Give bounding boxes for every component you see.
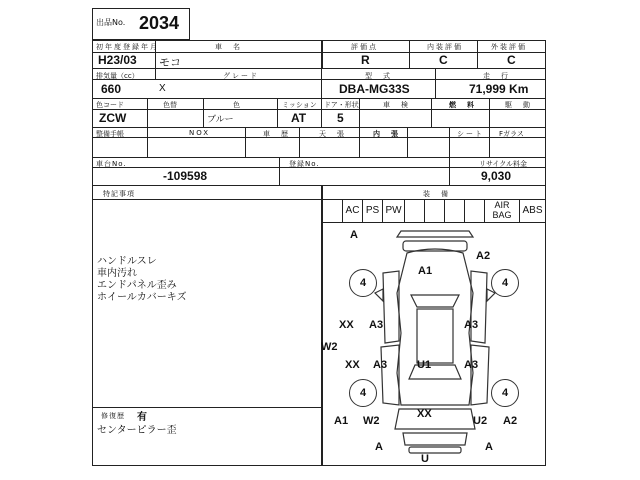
repair-note: センターピラー歪 xyxy=(97,425,177,436)
equipment-grid xyxy=(323,199,545,223)
mark-left-a3-rear: A3 xyxy=(373,359,388,371)
note-item: エンドパネル歪み xyxy=(97,280,177,291)
mark-bumper-u: U xyxy=(421,453,429,465)
mark-bumper-a-left: A xyxy=(375,441,383,453)
reg-year-value: H23/03 xyxy=(98,53,137,67)
tire-rear-left: 4 xyxy=(349,379,377,407)
score-header: 評価点 xyxy=(351,43,378,51)
mark-rear-w2: W2 xyxy=(363,415,380,427)
chassis-value: -109598 xyxy=(163,169,208,183)
mileage-header: 走 行 xyxy=(483,72,510,80)
recycle-header: リサイクル料金 xyxy=(479,160,528,168)
equipment-ac: AC xyxy=(345,205,360,216)
inspection-header: 車 検 xyxy=(383,101,410,109)
mark-left-a3-front: A3 xyxy=(369,319,384,331)
mark-front-right: A2 xyxy=(476,250,491,262)
interior-header: 内装評価 xyxy=(427,43,463,51)
tire-front-left: 4 xyxy=(349,269,377,297)
color-code-value: ZCW xyxy=(99,111,127,125)
mark-front-a: A xyxy=(350,229,358,241)
model-header: 型 式 xyxy=(365,72,392,80)
sunroof-header: 天 張 xyxy=(319,130,346,138)
car-name-header: 車 名 xyxy=(215,43,242,51)
mark-bumper-a-right: A xyxy=(485,441,493,453)
mark-rear-xx: XX xyxy=(417,408,432,420)
lot-number: 2034 xyxy=(139,13,180,33)
doors-value: 5 xyxy=(337,111,344,125)
model-value: DBA-MG33S xyxy=(339,82,410,96)
equipment-airbag: AIR BAG xyxy=(492,200,512,220)
color-code-header: 色コード xyxy=(96,101,124,109)
car-outline xyxy=(323,223,545,465)
interior-wrap-header: 内 張 xyxy=(373,130,400,138)
mark-left-w2: W2 xyxy=(321,341,338,353)
notes-list xyxy=(97,256,187,304)
repair-header: 修復歴 xyxy=(101,412,125,420)
exterior-value: C xyxy=(507,53,516,67)
equipment-ps: PS xyxy=(365,205,380,216)
mark-rear-a1: A1 xyxy=(334,415,349,427)
tire-front-right: 4 xyxy=(491,269,519,297)
mark-left-rear-door: XX xyxy=(345,359,360,371)
tire-rear-right: 4 xyxy=(491,379,519,407)
equipment-header: 装 備 xyxy=(423,190,450,198)
mark-roof: U1 xyxy=(417,359,432,371)
manual-header: 整備手帳 xyxy=(96,130,124,138)
notes-header: 特記事項 xyxy=(103,190,135,198)
equipment-abs: ABS xyxy=(522,205,543,216)
mark-left-front-door: XX xyxy=(339,319,354,331)
color-header: 色 xyxy=(233,101,242,109)
color-value: ブルー xyxy=(207,115,234,125)
displacement-header: 排気量（cc） xyxy=(96,72,139,80)
repair-value: 有 xyxy=(137,412,147,423)
grade-value: X xyxy=(159,83,166,94)
chassis-header: 車台No. xyxy=(96,160,127,168)
fuel-header: 燃 料 xyxy=(449,101,476,109)
color-type-header: 色替 xyxy=(163,101,177,109)
fglass-header: Fガラス xyxy=(499,130,524,138)
mark-right-a3-rear: A3 xyxy=(464,359,479,371)
mission-value: AT xyxy=(291,111,307,125)
mark-rear-a2: A2 xyxy=(503,415,518,427)
seat-header: シート xyxy=(457,130,484,138)
note-item: ハンドルスレ xyxy=(97,256,157,267)
mark-right-a3-front: A3 xyxy=(464,319,479,331)
recycle-value: 9,030 xyxy=(481,169,512,183)
doors-header: ドア・形状 xyxy=(324,101,359,109)
drive-header: 駆 動 xyxy=(505,101,532,109)
displacement-value: 660 xyxy=(101,82,122,96)
score-value: R xyxy=(361,53,370,67)
reg-no-header: 登録No. xyxy=(289,160,320,168)
note-item: 車内汚れ xyxy=(97,268,137,279)
grade-header: グレード xyxy=(223,72,259,80)
mileage-value: 71,999 Km xyxy=(469,82,529,96)
mark-hood: A1 xyxy=(418,265,433,277)
mark-rear-u2: U2 xyxy=(473,415,488,427)
inspection-sheet xyxy=(92,40,546,466)
interior-value: C xyxy=(439,53,448,67)
exterior-header: 外装評価 xyxy=(491,43,527,51)
car-name-value: モコ xyxy=(159,56,181,69)
lot-number-box xyxy=(92,8,190,40)
mission-header: ミッション xyxy=(282,101,317,109)
equipment-pw: PW xyxy=(385,205,402,216)
lot-label: 出品No. xyxy=(96,18,126,27)
nox-header: NOX xyxy=(189,129,211,137)
reg-year-header: 初年度登録年月 xyxy=(96,43,159,51)
history-header: 車 歴 xyxy=(263,130,290,138)
note-item: ホイールカバーキズ xyxy=(97,292,187,303)
damage-diagram xyxy=(323,223,545,465)
